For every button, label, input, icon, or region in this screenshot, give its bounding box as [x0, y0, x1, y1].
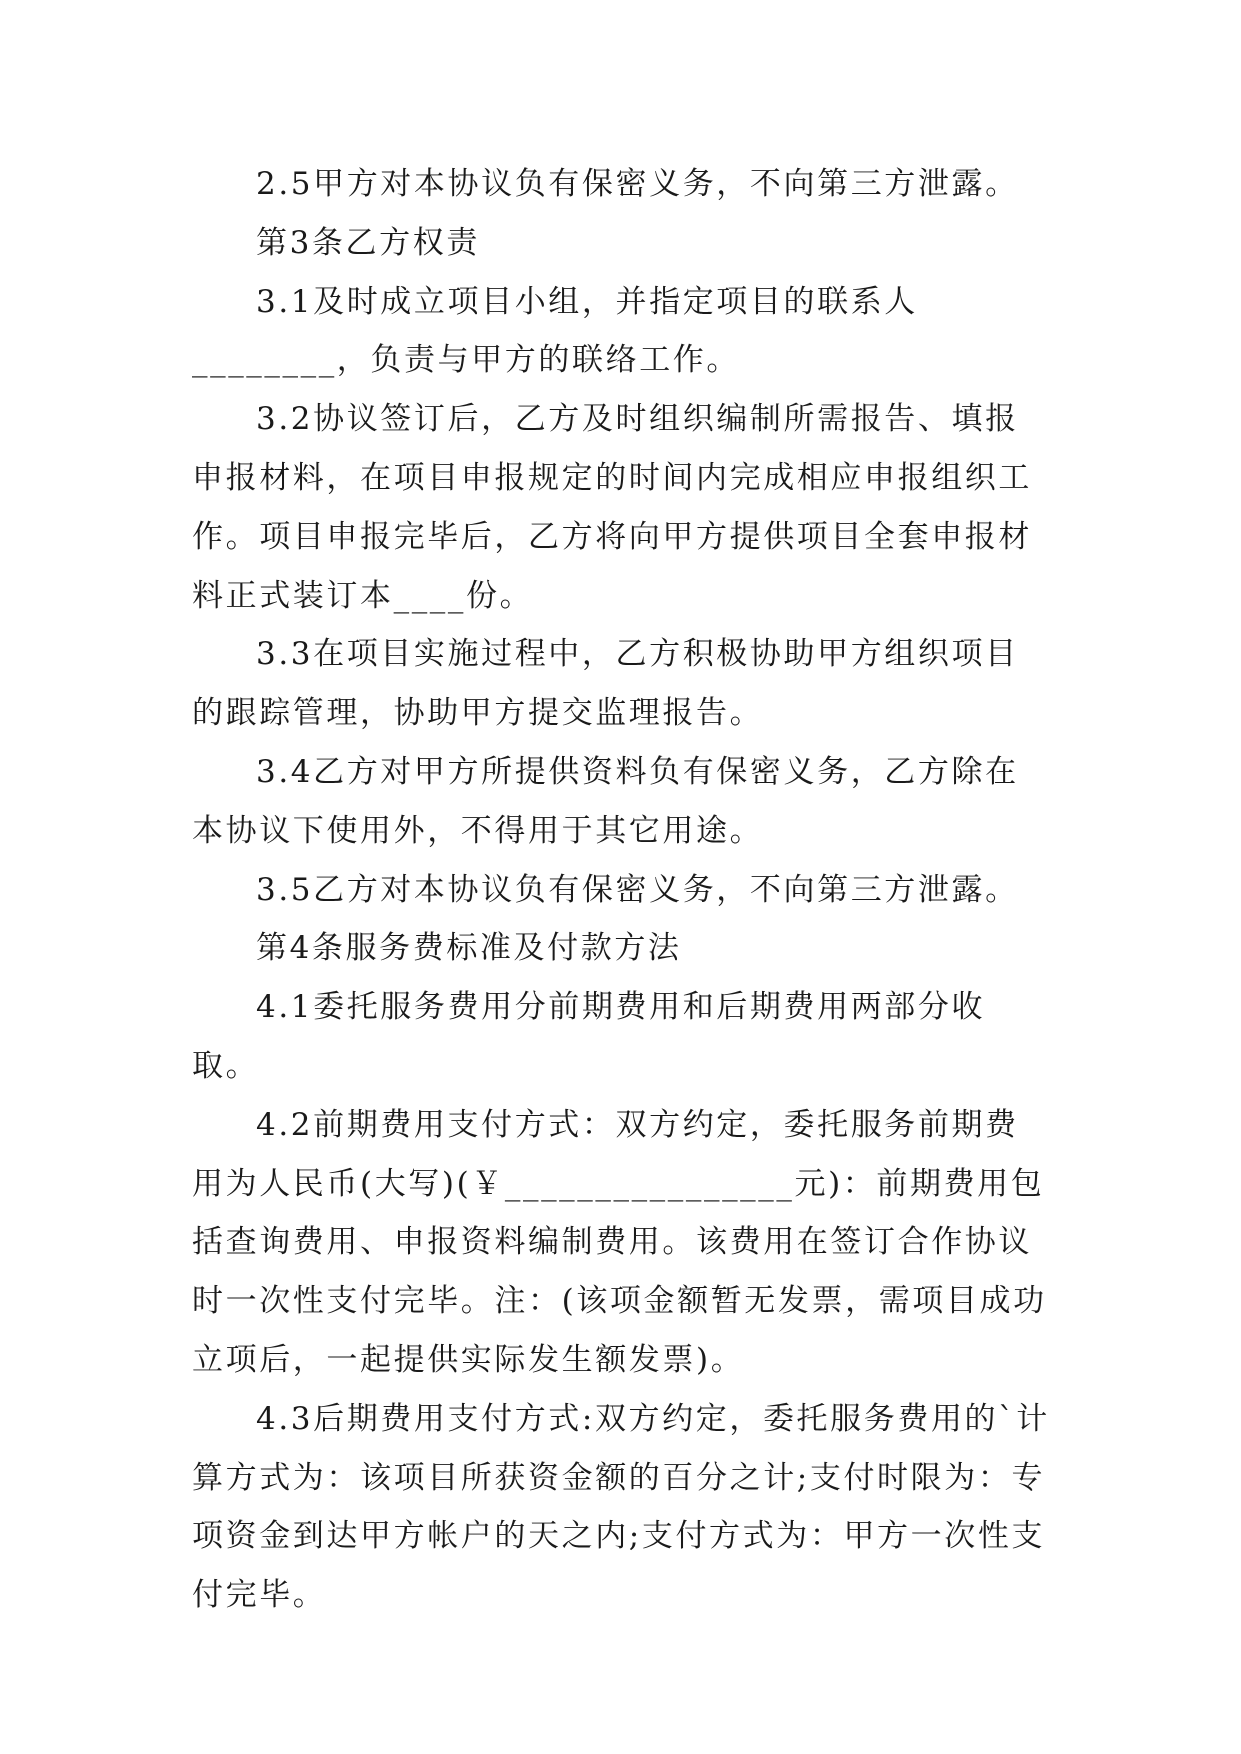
- clause-4-3: 4.3后期费用支付方式:双方约定，委托服务费用的`计算方式为：该项目所获资金额的百分之计;支付时限为：专项资金到达甲方帐户的天之内;支付方式为：甲方一次性支付完毕。: [192, 1400, 1050, 1614]
- clause-3-3: 3.3在项目实施过程中，乙方积极协助甲方组织项目的跟踪管理，协助甲方提交监理报告。: [192, 636, 1019, 732]
- document-body: [192, 155, 1052, 1625]
- clause-4-1: 4.1委托服务费用分前期费用和后期费用两部分收取。: [192, 989, 986, 1084]
- clause-2-5: 2.5甲方对本协议负有保密义务，不向第三方泄露。: [256, 166, 1019, 202]
- article-4-heading: 第4条服务费标准及付款方法: [256, 930, 682, 967]
- clause-4-2: 4.2前期费用支付方式：双方约定，委托服务前期费用为人民币(大写)(￥________________元)：前期费用包括查询费用、申报资料编制费用。该费用在签订合作协议时一次性支付完毕。注：(该项金额暂无发票，需项目成功立项后，一起提供实际发生额发票)。: [192, 1106, 1047, 1378]
- clause-3-2: 3.2协议签订后，乙方及时组织编制所需报告、填报申报材料，在项目申报规定的时间内完成相应申报组织工作。项目申报完毕后，乙方将向甲方提供项目全套申报材料正式装订本____份。: [192, 401, 1032, 614]
- clause-3-4: 3.4乙方对甲方所提供资料负有保密义务，乙方除在本协议下使用外，不得用于其它用途。: [192, 753, 1019, 849]
- clause-3-5: 3.5乙方对本协议负有保密义务，不向第三方泄露。: [256, 871, 1019, 908]
- article-3-heading: 第3条乙方权责: [256, 224, 480, 261]
- clause-3-1: 3.1及时成立项目小组，并指定项目的联系人________，负责与甲方的联络工作。: [192, 283, 918, 379]
